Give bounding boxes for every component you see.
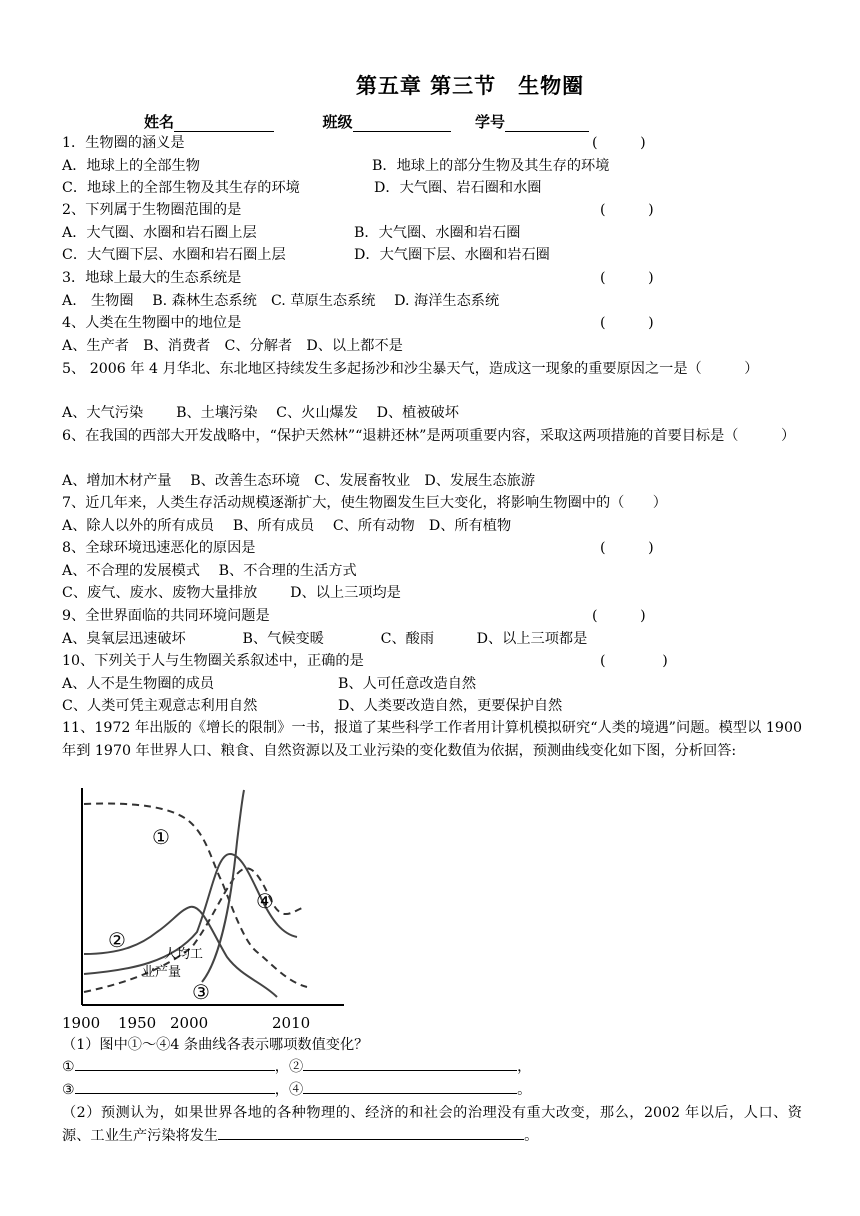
answer-label-3: ③ (62, 1082, 75, 1098)
q8-option-ab[interactable]: A、不合理的发展模式 B、不合理的生活方式 (62, 563, 357, 579)
population-resource-chart (62, 782, 352, 1032)
q11-answers-row1 (62, 1056, 531, 1078)
q1-answer-paren[interactable]: ( ) (592, 135, 646, 151)
q1-stem: 1．生物圈的涵义是 (62, 135, 185, 151)
q1-option-d[interactable]: D．大气圈、岩石圈和水圈 (374, 180, 542, 196)
period: 。 (517, 1082, 532, 1098)
q2-option-a[interactable]: A．大气圈、水圈和岩石圈上层 (62, 225, 257, 241)
q2-option-b[interactable]: B．大气圈、水圈和岩石圈 (354, 225, 521, 241)
q3-answer-paren[interactable]: ( ) (600, 270, 654, 286)
student-info-row (144, 111, 589, 132)
q1-option-a[interactable]: A．地球上的全部生物 (62, 158, 200, 174)
answer-blank-5[interactable] (218, 1125, 524, 1140)
q8-answer-paren[interactable]: ( ) (600, 540, 654, 556)
q10-option-b[interactable]: B、人可任意改造自然 (338, 676, 477, 692)
class-blank[interactable] (353, 117, 451, 132)
comma-3: ， (274, 1082, 289, 1098)
q11-answers-row2 (62, 1079, 531, 1101)
q11-sub1: （1）图中①～④4 条曲线各表示哪项数值变化？ (62, 1037, 369, 1053)
q4-answer-paren[interactable]: ( ) (600, 315, 654, 331)
x-tick-1900: 1900 (62, 1014, 101, 1032)
x-tick-2000: 2000 (170, 1014, 209, 1032)
q8-stem: 8、全球环境迅速恶化的原因是 (62, 540, 256, 556)
answer-blank-4[interactable] (303, 1079, 517, 1094)
q9-stem: 9、全世界面临的共同环境问题是 (62, 608, 270, 624)
comma-1: ， (274, 1059, 289, 1075)
answer-blank-1[interactable] (75, 1056, 275, 1071)
curve-label-2: ② (108, 928, 126, 952)
x-tick-2010: 2010 (272, 1014, 311, 1032)
answer-label-2: ② (288, 1059, 304, 1075)
name-label: 姓名 (144, 113, 175, 131)
q3-options[interactable]: A. 生物圈 B. 森林生态系统 C. 草原生态系统 D. 海洋生态系统 (62, 293, 500, 309)
q10-option-d[interactable]: D、人类要改造自然，更要保护自然 (338, 698, 563, 714)
answer-blank-3[interactable] (75, 1079, 275, 1094)
annotation-line-2: 业产量 (142, 965, 182, 980)
q2-option-d[interactable]: D．大气圈下层、水圈和岩石圈 (354, 247, 550, 263)
q3-stem: 3．地球上最大的生态系统是 (62, 270, 242, 286)
answer-label-1: ① (62, 1059, 75, 1075)
q5-answer-paren[interactable]: （ ） (687, 361, 759, 377)
q7-stem: 7、近几年来，人类生存活动规模逐渐扩大，使生物圈发生巨大变化，将影响生物圈中的（ ） (62, 495, 667, 511)
q6-stem (62, 425, 802, 447)
q4-options[interactable]: A、生产者 B、消费者 C、分解者 D、以上都不是 (62, 338, 403, 354)
q5-stem (62, 358, 802, 380)
q6-answer-paren[interactable]: （ ） (724, 428, 796, 444)
page-title: 第五章 第三节 生物圈 (355, 73, 585, 98)
number-blank[interactable] (505, 117, 589, 132)
name-blank[interactable] (174, 117, 274, 132)
q10-option-c[interactable]: C、人类可凭主观意志利用自然 (62, 698, 258, 714)
q4-stem: 4、人类在生物圈中的地位是 (62, 315, 242, 331)
q2-option-c[interactable]: C．大气圈下层、水圈和岩石圈上层 (62, 247, 286, 263)
curve-label-1: ① (152, 825, 170, 849)
q10-stem: 10、下列关于人与生物圈关系叙述中，正确的是 (62, 653, 364, 669)
annotation-line-1: 人均工 (164, 947, 204, 962)
q10-answer-paren[interactable]: ( ) (600, 653, 668, 669)
q11-sub2 (62, 1102, 802, 1148)
comma-2: ， (517, 1059, 532, 1075)
q2-stem: 2、下列属于生物圈范围的是 (62, 202, 242, 218)
q9-options[interactable]: A、臭氧层迅速破坏 B、气候变暖 C、酸雨 D、以上三项都是 (62, 631, 588, 647)
number-label: 学号 (474, 113, 505, 131)
x-tick-1950: 1950 (118, 1014, 157, 1032)
curve-label-4: ④ (256, 889, 274, 913)
q8-option-cd[interactable]: C、废气、废水、废物大量排放 D、以上三项均是 (62, 585, 401, 601)
q1-option-c[interactable]: C．地球上的全部生物及其生存的环境 (62, 180, 300, 196)
period-2: 。 (524, 1128, 539, 1144)
answer-blank-2[interactable] (303, 1056, 517, 1071)
answer-label-4: ④ (288, 1082, 304, 1098)
curve-label-3: ③ (192, 980, 210, 1004)
q1-option-b[interactable]: B．地球上的部分生物及其生存的环境 (372, 158, 610, 174)
q6-stem-text: 6、在我国的西部大开发战略中，“保护天然林”“退耕还林”是两项重要内容，采取这两项措施的首要目标是 (62, 428, 725, 444)
q9-answer-paren[interactable]: ( ) (592, 608, 646, 624)
q11-sub2-text: （2）预测认为，如果世界各地的各种物理的、经济的和社会的治理没有重大改变，那么，2002 年以后，人口、资源、工业生产污染将发生 (62, 1105, 802, 1144)
q6-options[interactable]: A、增加木材产量 B、改善生态环境 C、发展畜牧业 D、发展生态旅游 (62, 473, 536, 489)
q11-stem: 11、1972 年出版的《增长的限制》一书，报道了某些科学工作者用计算机模拟研究“人类的境遇”问题。模型以 1900 年到 1970 年世界人口、粮食、自然资源以及工业污染的变化数值为依据，预测曲线变化如下图，分析回答: (62, 720, 802, 759)
q5-stem-text: 5、 2006 年 4 月华北、东北地区持续发生多起扬沙和沙尘暴天气，造成这一现象的重要原因之一是 (62, 361, 688, 377)
class-label: 班级 (322, 113, 353, 131)
q7-options[interactable]: A、除人以外的所有成员 B、所有成员 C、所有动物 D、所有植物 (62, 518, 512, 534)
q10-option-a[interactable]: A、人不是生物圈的成员 (62, 676, 215, 692)
q2-answer-paren[interactable]: ( ) (600, 202, 654, 218)
q5-options[interactable]: A、大气污染 B、土壤污染 C、火山爆发 D、植被破坏 (62, 405, 459, 421)
